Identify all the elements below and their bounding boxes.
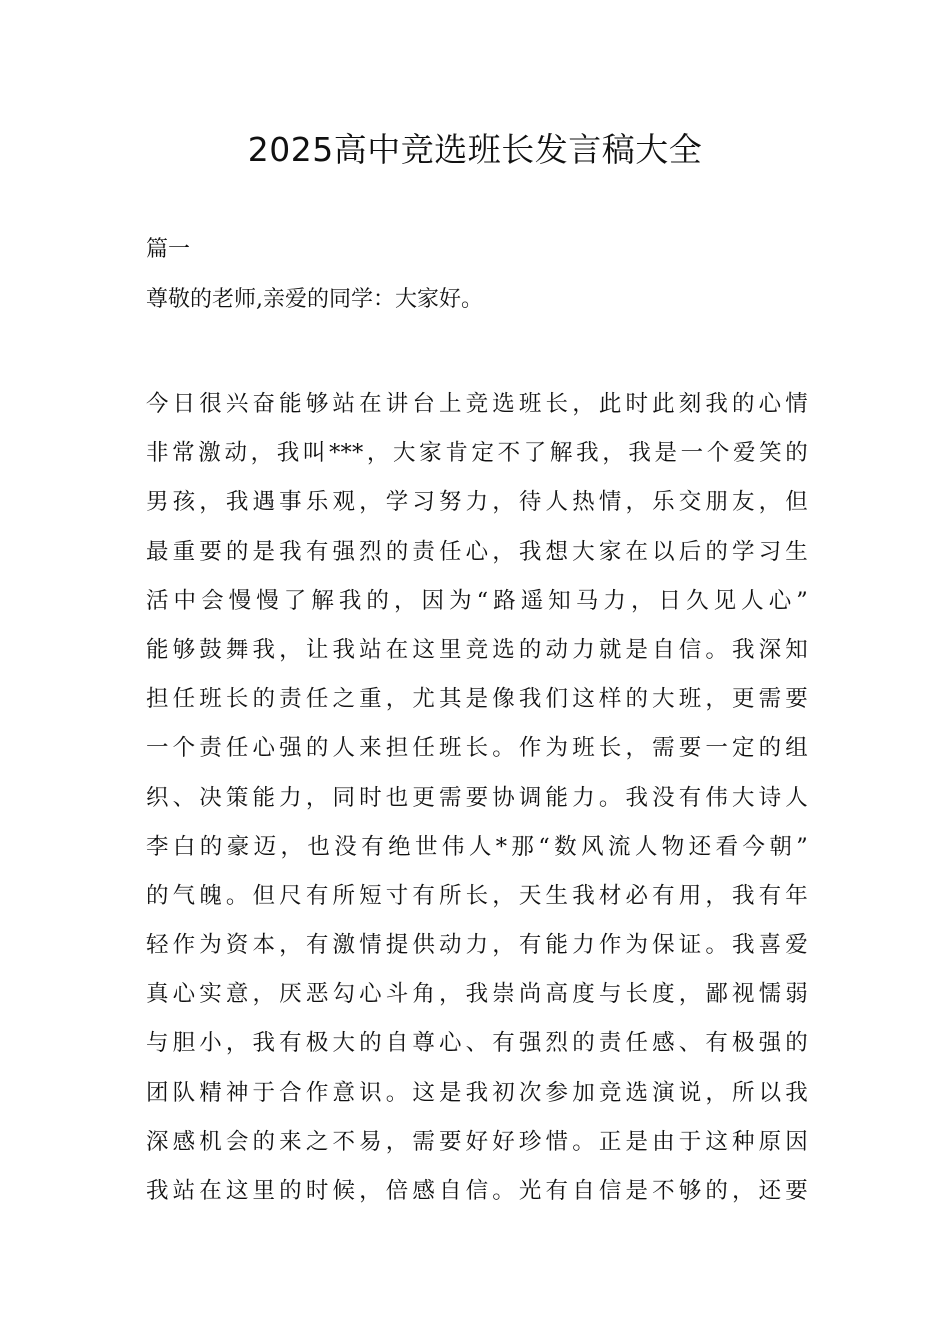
- document-title: 2025高中竞选班长发言稿大全: [247, 130, 703, 169]
- body-paragraph: [146, 380, 808, 1216]
- body-line: 活中会慢慢了解我的，因为“路遥知马力，日久见人心”: [146, 587, 808, 614]
- body-line: 团队精神于合作意识。这是我初次参加竞选演说，所以我: [146, 1079, 808, 1106]
- body-line: 一个责任心强的人来担任班长。作为班长，需要一定的组: [146, 735, 808, 762]
- body-line: 能够鼓舞我，让我站在这里竞选的动力就是自信。我深知: [146, 636, 808, 663]
- body-line: 的气魄。但尺有所短寸有所长，天生我材必有用，我有年: [146, 882, 808, 909]
- greeting-line: 尊敬的老师,亲爱的同学：大家好。: [146, 287, 483, 312]
- body-line: 深感机会的来之不易，需要好好珍惜。正是由于这种原因: [146, 1128, 808, 1155]
- body-line: 轻作为资本，有激情提供动力，有能力作为保证。我喜爱: [146, 932, 808, 959]
- body-line: 担任班长的责任之重，尤其是像我们这样的大班，更需要: [146, 686, 808, 713]
- body-line: 我站在这里的时候，倍感自信。光有自信是不够的，还要: [146, 1178, 808, 1204]
- body-line: 今日很兴奋能够站在讲台上竞选班长，此时此刻我的心情: [146, 391, 808, 417]
- body-line: 最重要的是我有强烈的责任心，我想大家在以后的学习生: [146, 538, 808, 565]
- body-line: 非常激动，我叫***，大家肯定不了解我，我是一个爱笑的: [146, 440, 808, 467]
- body-line: 与胆小，我有极大的自尊心、有强烈的责任感、有极强的: [146, 1030, 808, 1057]
- body-line: 男孩，我遇事乐观，学习努力，待人热情，乐交朋友，但: [146, 489, 808, 516]
- body-line: 织、决策能力，同时也更需要协调能力。我没有伟大诗人: [146, 784, 808, 811]
- body-line: 李白的豪迈，也没有绝世伟人*那“数风流人物还看今朝”: [146, 833, 808, 860]
- body-line: 真心实意，厌恶勾心斗角，我崇尚高度与长度，鄙视懦弱: [146, 981, 808, 1008]
- section-label: 篇一: [146, 237, 191, 262]
